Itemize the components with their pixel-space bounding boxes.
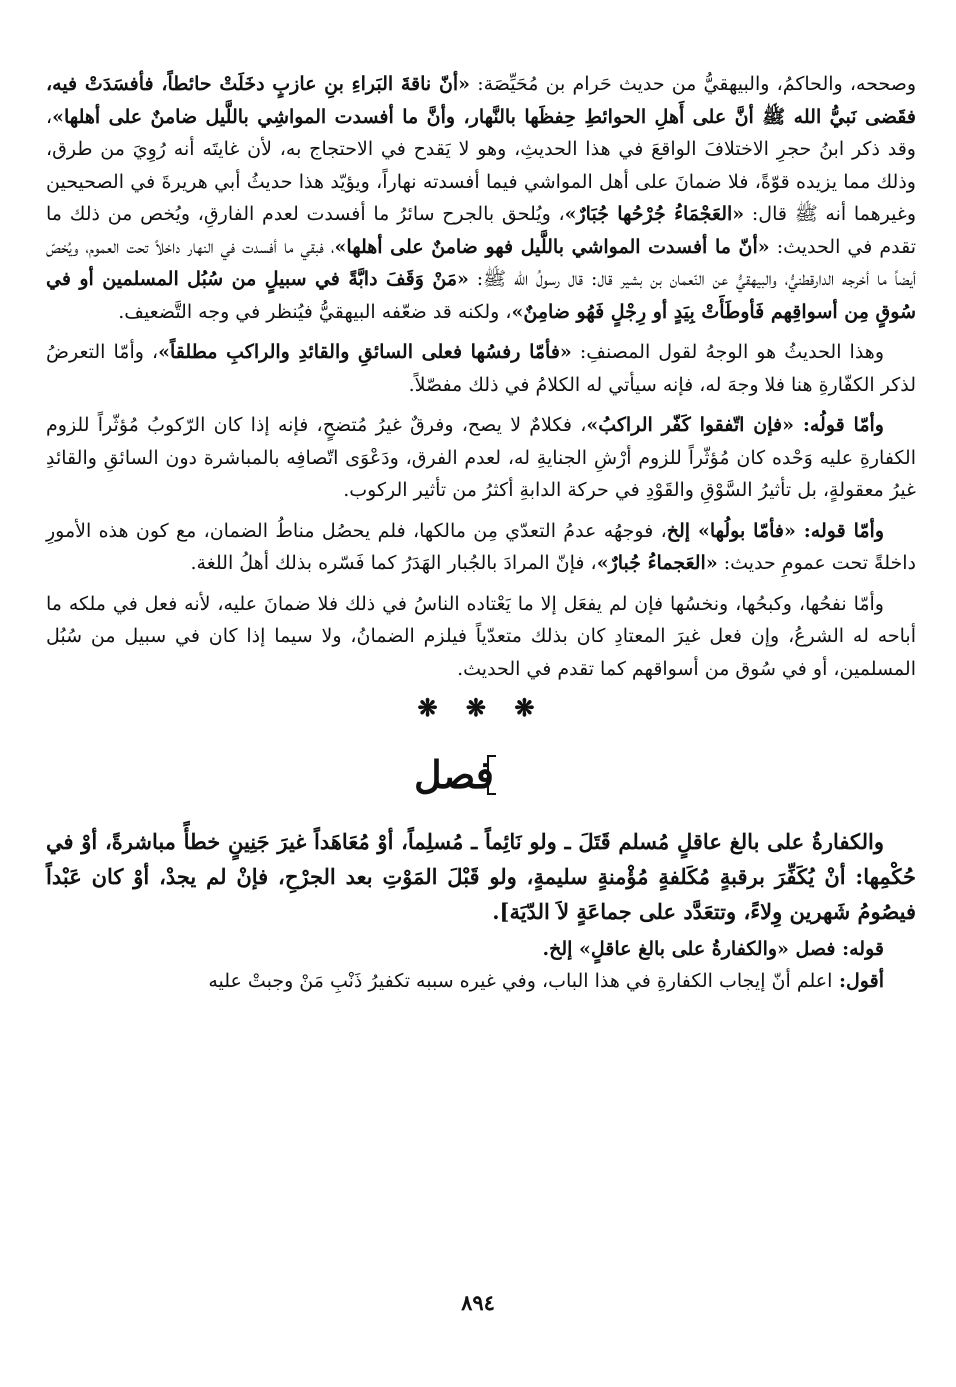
section-separator: ❋ ❋ ❋ bbox=[417, 693, 545, 722]
p1-seg-1: وصححه، والحاكمُ، والبيهقيُّ من حديث حَرام بن مُحَيِّصَة: bbox=[470, 73, 916, 95]
commentary-line-1 bbox=[46, 933, 916, 965]
fasl-calligraphy-icon bbox=[414, 748, 536, 802]
p1-seg-8: «مَنْ وَقَفَ دابَّةً في سبيلٍ من سُبُل المسلمين أو في سُوقٍ مِن أسواقِهم فَأوطَأَتْ بِيَدٍ أو رِجْلٍ فَهُو ضامِنٌ» bbox=[46, 268, 916, 323]
p1-seg-6: «أنّ ما أفسدت المواشي باللَّيل فهو ضامنٌ على أهلها» bbox=[334, 235, 770, 258]
p1-seg-7: ، فبقي ما أفسدت في النهار داخلاً تحت العموم، ويُخصّ أيضاً ما أخرجه الدارقطنيُّ، والبيهقيُّ عن النّعمان بن بشير قال: قال رسولُ الله ﷺ: bbox=[46, 235, 916, 290]
p2-seg-2: «فأمّا رفسُها فعلى السائقِ والقائدِ والراكبِ مطلقاً» bbox=[158, 341, 572, 363]
commentary-label-aqulu: أقول: bbox=[832, 970, 884, 992]
p1-seg-4: «العَجْمَاءُ جُرْحُها جُبَارٌ» bbox=[564, 203, 745, 225]
commentary-label-qawluhu: قوله: bbox=[835, 938, 884, 960]
p1-seg-5: ، ويُلحق بالجرح سائرُ ما أفسدت لعدم الفارقِ، ويُخص من ذلك ما تقدم في الحديث: bbox=[46, 203, 917, 258]
p1-seg-9: ، ولكنه قد ضعّفه البيهقيُّ فيُنظر في وجه التَّضعيف. bbox=[118, 300, 512, 323]
p3-seg-1: وأمّا قولُه: bbox=[794, 414, 884, 436]
commentary-text-1: فصل «والكفارةُ على بالغ عاقلٍ» إلخ. bbox=[542, 938, 836, 960]
p2-seg-3: ، وأمّا التعرضُ لذكر الكفّارةِ هنا فلا وجهَ له، فإنه سيأتي له الكلامُ في ذلك مفصّلاً. bbox=[46, 341, 916, 396]
page-number: ٨٩٤ bbox=[461, 1290, 495, 1315]
p4-seg-1: وأمّا قوله: bbox=[795, 519, 884, 542]
p5-seg-1: وأمّا نفحُها، وكبحُها، ونخسُها فإن لم يفعَل إلا ما يَعْتاده الناسُ في ذلك فلا ضمانَ عليه، لأنه فعل في ملكه ما أباحه له الشرعُ، وإن فعل غيرَ المعتادِ كان بذلك متعدّياً فيلزم الضمانُ، ولا سيما إذا كان في سبيل من سُبُل المسلمين، أو في سُوق من أسواقهم كما تقدم في الحديث. bbox=[46, 592, 916, 680]
matn-body: والكفارةُ على بالغ عاقلٍ مُسلم قَتَلَ ـ ولو نَائِماً ـ مُسلِماً، أوْ مُعَاهَداً غيرَ جَنِينٍ خطأً مباشرةً، أوْ في حُكْمِها: أنْ يُكَفِّرَ برقبةٍ مُكَلفةٍ مُؤْمنةٍ سليمةٍ، ولو قَبْلَ المَوْتِ بعد الجرْحِ، فإنْ لم يجدْ، أوْ كان عَبْداً فيصُومُ شَهرين وِلاءً، وتتعَدَّد على جماعَةٍ لاَ الدّيَة]. bbox=[46, 829, 916, 924]
section-heading-text: فصل bbox=[414, 752, 494, 797]
paragraph-5 bbox=[46, 588, 916, 686]
commentary-line-2 bbox=[46, 965, 916, 997]
p3-seg-2: «فإن اتّفقوا كَفّر الراكبُ» bbox=[586, 414, 794, 436]
p4-seg-5: ، فإنّ المرادَ بالجُبار الهَدَرُ كما فَسّره بذلك أهلُ اللغة. bbox=[190, 552, 597, 574]
paragraph-2 bbox=[46, 336, 916, 401]
p4-seg-3: ، فوجهُه عدمُ التعدّي مِن مالكها، فلم يحصُل مناطُ الضمان، مع كون هذه الأمورِ داخلةً تحت عمومِ حديث: bbox=[46, 519, 916, 574]
p1-seg-3: ، وقد ذكر ابنُ حجرِ الاختلافَ الواقعَ في هذا الحديثِ، وهو لا يَقدح في الاحتجاج به، لأن غايتَه أنه رُوِيَ من طرق، وذلك مما يزيده قوّةً، فلا ضمانَ على أهل المواشي فيما أفسدته نهاراً، ويؤيّد هذا حديثُ أبي هريرةَ في الصحيحين وغيرهما أنه ﷺ قال: bbox=[46, 105, 917, 225]
paragraph-1 bbox=[46, 68, 916, 328]
p4-seg-2: «فأمّا بولُها» إلخ bbox=[666, 519, 796, 542]
paragraph-4 bbox=[46, 515, 916, 580]
p3-seg-3: ، فكلامٌ لا يصح، وفرقٌ غيرُ مُتضحٍ، فإنه إذا كان الرّكوبُ مُؤثّراً للزوم الكفارةِ عليه وَحْده كان مُؤثّراً للزوم أرْشِ الجنايةِ له، لعدم الفرق، ودَعْوَى اتّصافِه بالمباشرة دون السائقِ والقائدِ غيرُ معقولةٍ، بل تأثيرُ السَّوْقِ والقَوْدِ في حركة الدابةِ أكثرُ من تأثير الركوب. bbox=[46, 414, 916, 501]
page-body bbox=[46, 68, 916, 997]
commentary-text-2: اعلم أنّ إيجاب الكفارةِ في هذا الباب، وفي غيره سببه تكفيرُ ذَنْبِ مَنْ وجبتْ عليه bbox=[208, 970, 833, 992]
p1-seg-2: «أنّ ناقةَ البَراءِ بنِ عازبٍ دخَلَتْ حائطاً، فأفسَدَتْ فيه، فقَضى نَبيُّ الله ﷺ أنَّ على أَهلِ الحوائطِ حِفظَها بالنَّهار، وأنَّ ما أفسدت المواشِي باللَّيل ضامنٌ على أهلها» bbox=[46, 73, 916, 128]
section-heading bbox=[46, 748, 916, 802]
p4-seg-4: «العَجماءُ جُبارٌ» bbox=[596, 552, 718, 574]
paragraph-3 bbox=[46, 409, 916, 507]
p2-seg-1: وهذا الحديثُ هو الوجهُ لقول المصنفِ: bbox=[571, 341, 884, 363]
matn-text bbox=[46, 824, 916, 929]
